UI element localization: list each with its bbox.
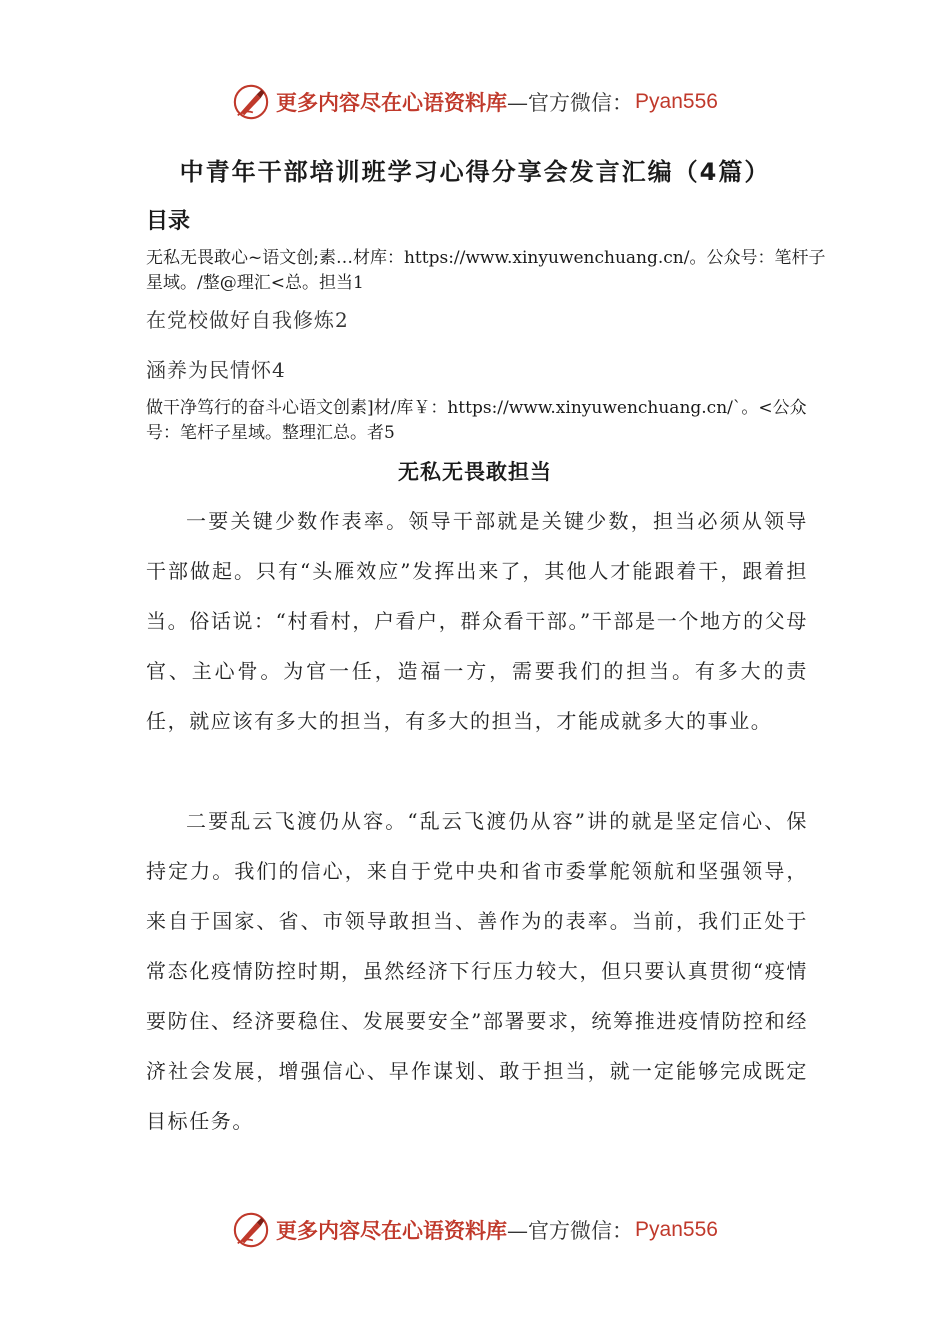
- document-title: 中青年干部培训班学习心得分享会发言汇编（4篇）: [179, 158, 771, 186]
- pen-logo-icon: [232, 83, 270, 121]
- watermark-brand-text: 更多内容尽在心语资料库: [276, 90, 508, 115]
- toc-item[interactable]: 在党校做好自我修炼2: [146, 308, 349, 332]
- section-title: 无私无畏敢担当: [398, 460, 552, 484]
- watermark-separator: —官方微信：: [507, 1219, 634, 1243]
- toc-heading: 目录: [146, 209, 191, 234]
- body-paragraph: 二要乱云飞渡仍从容。“乱云飞渡仍从容”讲的就是坚定信心、保持定力。我们的信心，来自于党中央和省市委掌舵领航和坚强领导，来自于国家、省、市领导敢担当、善作为的表率。当前，我们正处于常态化疫情防控时期，虽然经济下行压力较大，但只要认真贯彻“疫情要防住、经济要稳住、发展要安全”部署要求，统筹推进疫情防控和经济社会发展，增强信心、早作谋划、敢于担当，就一定能够完成既定目标任务。: [146, 809, 808, 1133]
- toc-item[interactable]: 涵养为民情怀4: [146, 358, 286, 382]
- body-paragraph: 一要关键少数作表率。领导干部就是关键少数，担当必须从领导干部做起。只有“头雁效应”发挥出来了，其他人才能跟着干，跟着担当。俗话说：“村看村，户看户，群众看干部。”干部是一个地方的父母官、主心骨。为官一任，造福一方，需要我们的担当。有多大的责任，就应该有多大的担当，有多大的担当，才能成就多大的事业。: [146, 509, 808, 733]
- watermark-wechat-id: Pyan556: [635, 90, 718, 113]
- footer-watermark: [0, 1210, 950, 1250]
- watermark-wechat-id: Pyan556: [635, 1218, 718, 1241]
- pen-logo-icon: [232, 1211, 270, 1249]
- toc-item[interactable]: 做干净笃行的奋斗心语文创素]材/库￥：https://www.xinyuwenchuang.cn/`。<公众号：笔杆子星域。整理汇总。者5: [146, 398, 807, 443]
- watermark-separator: —官方微信：: [507, 91, 634, 115]
- header-watermark: [0, 82, 950, 122]
- watermark-brand-text: 更多内容尽在心语资料库: [276, 1218, 508, 1243]
- toc-item[interactable]: 无私无畏敢心~语文创;素…材库：https://www.xinyuwenchuang.cn/。公众号：笔杆子星域。/整@理汇<总。担当1: [146, 248, 826, 293]
